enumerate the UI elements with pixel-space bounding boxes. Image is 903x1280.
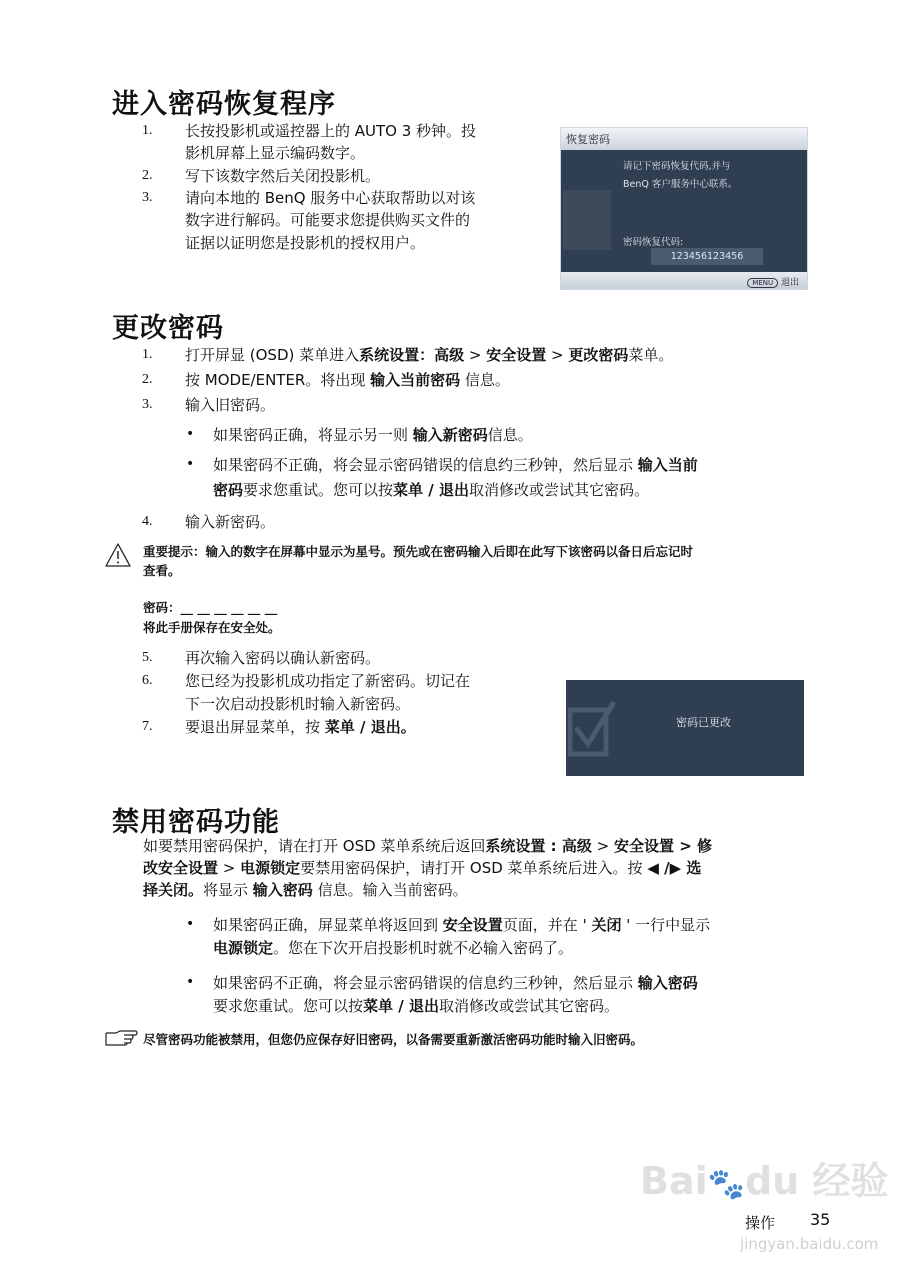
menu-button: MENU — [747, 278, 778, 288]
text-segment: 您已经为投影机成功指定了新密码。切记在 — [185, 672, 471, 690]
step-number: 2. — [142, 167, 153, 183]
step-number: 5. — [142, 650, 153, 665]
step-text — [185, 394, 275, 416]
bullet-text — [213, 454, 698, 476]
step-text — [185, 369, 510, 391]
text-segment: 如果密码不正确，将会显示密码错误的信息约三秒钟，然后显示 — [213, 456, 638, 474]
text-segment: 取消修改或尝试其它密码。 — [438, 997, 619, 1015]
step-text — [185, 120, 476, 142]
text-segment: 要退出屏显菜单，按 — [185, 718, 325, 736]
bullet: • — [186, 456, 195, 472]
step-text — [185, 511, 275, 533]
section-title-change: 更改密码 — [112, 313, 224, 344]
bold-term: 安全设置 — [442, 916, 503, 934]
text-segment: > — [464, 346, 487, 364]
text-segment: 证据以证明您是投影机的授权用户。 — [185, 233, 426, 252]
osd-message: BenQ 客户服务中心联系。 — [623, 179, 738, 190]
bold-term: > 修 — [674, 837, 713, 855]
bold-term: 更改密码 — [568, 346, 629, 364]
text-segment: 页面，并在 ' — [502, 916, 592, 934]
warning-icon — [104, 542, 132, 568]
step-number: 3. — [142, 189, 153, 205]
bold-term: 输入密码 — [252, 881, 313, 899]
text-segment: 下一次启动投影机时输入新密码。 — [185, 695, 411, 713]
footer-section: 操作 — [745, 1214, 776, 1232]
bold-term: 电源锁定 — [240, 859, 301, 877]
bold-term: 系统设置：高级 — [359, 346, 465, 364]
bold-term: 电源锁定 — [213, 939, 274, 957]
osd-code-label: 密码恢复代码: — [623, 237, 684, 248]
step-text — [185, 209, 470, 231]
step-number: 1. — [142, 123, 153, 138]
bullet-text — [213, 995, 619, 1017]
text-segment: 长按投影机或遥控器上的 AUTO 3 秒钟。投 — [185, 122, 477, 140]
text-segment: 取消修改或尝试其它密码。 — [468, 481, 649, 499]
text-segment: 输入旧密码。 — [185, 396, 276, 414]
bold-term: 安全设置 — [613, 837, 674, 855]
bold-term: 改安全设置 — [143, 859, 219, 877]
step-text — [185, 716, 416, 738]
bold-term: 输入当前 — [637, 456, 698, 474]
bullet-text — [213, 479, 649, 501]
text-segment: 如果密码正确，屏显菜单将返回到 — [213, 916, 443, 934]
bullet-text — [213, 914, 710, 936]
bullet-text — [213, 972, 698, 994]
bullet: • — [186, 916, 195, 932]
lock-icon — [563, 190, 611, 250]
paragraph-line — [143, 857, 701, 879]
bullet-text — [213, 937, 573, 959]
step-number: 1. — [142, 347, 153, 362]
watermark-logo: Bai🐾du 经验 — [640, 1159, 889, 1203]
bold-term: 关闭 — [591, 916, 622, 934]
text-segment: 要禁用密码保护，请打开 OSD 菜单系统后进入。按 — [300, 859, 648, 877]
text-segment: 信息。 — [487, 426, 533, 444]
text-segment: 信息。 — [460, 371, 510, 389]
password-label: 密码： — [143, 600, 181, 615]
osd-exit: 退出 — [780, 278, 799, 288]
section-title-recovery: 进入密码恢复程序 — [112, 89, 336, 120]
text-segment: 输入新密码。 — [185, 513, 276, 531]
text-segment: ' 一行中显示 — [621, 916, 711, 934]
password-blank: __ __ __ __ __ __ — [180, 600, 278, 615]
step-text — [185, 232, 425, 254]
text-segment: 打开屏显 (OSD) 菜单进入 — [185, 346, 360, 364]
warning-text: 查看。 — [143, 563, 181, 578]
text-segment: 影机屏幕上显示编码数字。 — [185, 144, 366, 163]
step-number: 4. — [142, 514, 153, 529]
osd-message: 请记下密码恢复代码,并与 — [623, 161, 731, 172]
note-text: 尽管密码功能被禁用，但您仍应保存好旧密码，以备需要重新激活密码功能时输入旧密码。 — [143, 1032, 644, 1047]
text-segment: 如要禁用密码保护，请在打开 OSD 菜单系统后返回 — [143, 837, 486, 855]
bold-term: 菜单 / 退出 — [393, 481, 469, 499]
step-number: 6. — [142, 673, 153, 688]
keep-manual-text: 将此手册保存在安全处。 — [143, 620, 281, 635]
osd-message: 密码已更改 — [676, 716, 731, 729]
step-text — [185, 670, 470, 692]
page-number: 35 — [810, 1210, 831, 1229]
bullet-text — [213, 424, 533, 446]
bold-term: 输入当前密码 — [370, 371, 461, 389]
step-number: 3. — [142, 397, 153, 412]
step-text — [185, 142, 365, 164]
step-text — [185, 693, 410, 715]
step-number: 7. — [142, 719, 153, 734]
step-number: 2. — [142, 372, 153, 387]
recovery-osd-screenshot — [560, 127, 808, 290]
text-segment: 。您在下次开启投影机时就不必输入密码了。 — [273, 939, 574, 957]
bold-term: 输入密码 — [637, 974, 698, 992]
text-segment: 信息。输入当前密码。 — [312, 881, 468, 899]
paragraph-line — [143, 879, 468, 901]
bullet: • — [186, 974, 195, 990]
text-segment: 请向本地的 BenQ 服务中心获取帮助以对该 — [185, 188, 476, 207]
osd-title: 恢复密码 — [561, 128, 807, 150]
text-segment: 按 MODE/ENTER。将出现 — [185, 371, 371, 389]
pointing-hand-icon — [104, 1029, 140, 1047]
step-text — [185, 187, 475, 209]
step-text — [185, 344, 673, 366]
step-text — [185, 647, 380, 669]
password-changed-osd-screenshot — [566, 680, 804, 776]
warning-text: 重要提示：输入的数字在屏幕中显示为星号。预先或在密码输入后即在此写下该密码以备日后忘记时 — [143, 544, 694, 559]
text-segment: 要求您重试。您可以按 — [243, 481, 394, 499]
watermark-url: jingyan.baidu.com — [740, 1235, 879, 1253]
section-title-disable: 禁用密码功能 — [112, 807, 280, 838]
step-text — [185, 165, 380, 187]
bold-term: 安全设置 — [486, 346, 547, 364]
bold-term: ◀ /▶ 选 — [647, 859, 702, 877]
checkmark-icon — [568, 698, 618, 758]
bold-term: 系统设置 : 高级 — [485, 837, 592, 855]
bold-term: 菜单 / 退出。 — [324, 718, 416, 736]
text-segment: > — [218, 859, 241, 877]
paragraph-line — [143, 835, 712, 857]
text-segment: 如果密码正确，将显示另一则 — [213, 426, 413, 444]
bold-term: 密码 — [213, 481, 244, 499]
bold-term: 输入新密码 — [412, 426, 488, 444]
text-segment: > — [546, 346, 569, 364]
osd-code: 123456123456 — [651, 248, 763, 265]
text-segment: 如果密码不正确，将会显示密码错误的信息约三秒钟，然后显示 — [213, 974, 638, 992]
text-segment: 再次输入密码以确认新密码。 — [185, 649, 381, 667]
text-segment: > — [591, 837, 614, 855]
text-segment: 将显示 — [203, 881, 253, 899]
bold-term: 择关闭。 — [143, 881, 204, 899]
text-segment: 菜单。 — [628, 346, 674, 364]
text-segment: 要求您重试。您可以按 — [213, 997, 364, 1015]
bold-term: 菜单 / 退出 — [363, 997, 439, 1015]
text-segment: 写下该数字然后关闭投影机。 — [185, 166, 381, 185]
bullet: • — [186, 426, 195, 442]
text-segment: 数字进行解码。可能要求您提供购买文件的 — [185, 211, 471, 230]
